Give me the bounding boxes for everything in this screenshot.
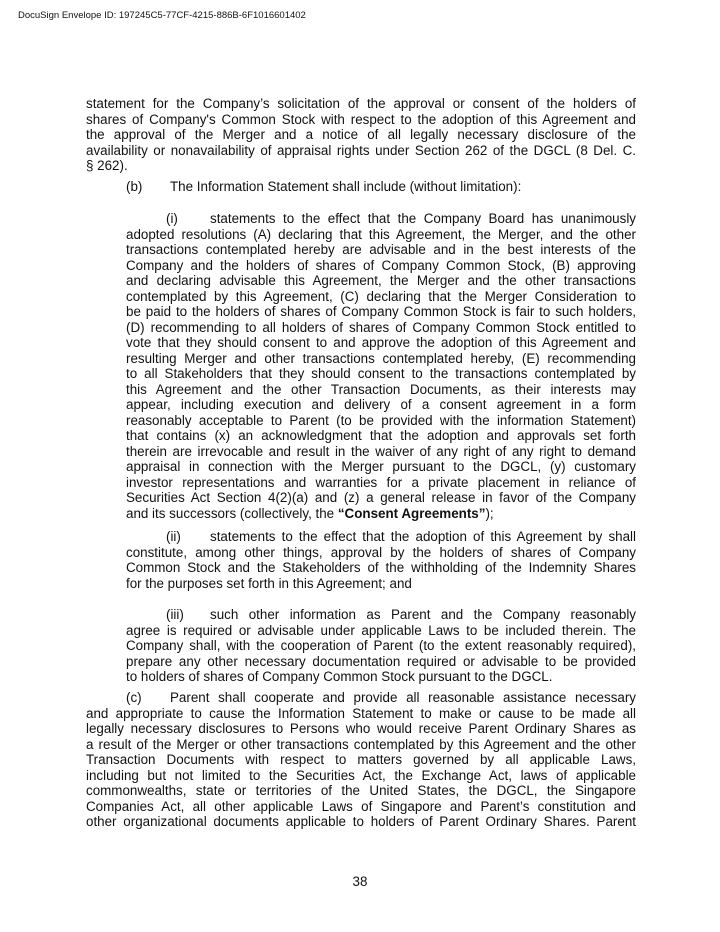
paragraph-line: shares of Company's Common Stock with respect to the adoption of this Agreement and [86,111,636,127]
paragraph-line: commonwealths, state or territories of the United States, the DGCL, the Singapore [86,783,636,798]
paragraph-line: a result of the Merger or other transactions contemplated by this Agreement and the other [86,736,636,752]
paragraph-line: including but not limited to the Securities Act, the Exchange Act, laws of applicable [86,767,636,783]
enumeration-label: (c) [126,690,142,705]
paragraph-line: § 262). [86,158,128,173]
paragraph-line: Companies Act, all other applicable Laws of Singapore and Parent’s constitution and [86,798,636,814]
item-iii-first-line [166,607,636,623]
paragraph-line: Transaction Documents with respect to matters governed by all applicable Laws, [86,752,636,767]
paragraph-line: and appropriate to cause the Information Statement to make or cause to be made all [86,705,636,721]
paragraph-line: other organizational documents applicable to holders of Parent Ordinary Shares. Parent [86,814,636,829]
paragraph-line: availability or nonavailability of appraisal rights under Section 262 of the DGCL (8 Del. C. [86,142,636,158]
enumeration-label: (ii) [166,529,181,544]
paragraph-line: Company and the holders of shares of Company Common Stock, (B) approving [126,257,636,273]
paragraph-line: vote that they should consent to and approve the adoption of this Agreement and [126,335,636,350]
paragraph-line: transactions contemplated hereby are advisable and in the best interests of the [126,242,636,257]
section-b-heading [126,179,636,195]
paragraph-line: to all Stakeholders that they should consent to the transactions contemplated by [126,366,636,381]
line-text: Parent shall cooperate and provide all reasonable assistance necessary [170,690,636,705]
paragraph-line: be paid to the holders of shares of Company Common Stock is fair to such holders, [126,304,636,319]
paragraph-line: prepare any other necessary documentation required or advisable to be provided [126,653,636,669]
paragraph-line: reasonably acceptable to Parent (to be provided with the information Statement) [126,412,636,428]
line-text: statements to the effect that the adoption of this Agreement by shall [210,529,636,544]
item-i-first-line [166,211,636,227]
paragraph-line: and declaring advisable this Agreement, the Merger and the other transactions [126,273,636,288]
paragraph-line: adopted resolutions (A) declaring that this Agreement, the Merger, and the other [126,226,636,242]
paragraph-line: that contains (x) an acknowledgment that the adoption and approvals set forth [126,428,636,443]
paragraph-line: constitute, among other things, approval by the holders of shares of Company [126,544,636,560]
line-text: statements to the effect that the Company Board has unanimously [210,211,636,226]
item-ii-first-line [166,529,636,545]
paragraph-line: agree is required or advisable under applicable Laws to be included therein. The [126,622,636,638]
paragraph-line: resulting Merger and other transactions contemplated hereby, (E) recommending [126,350,636,366]
paragraph-line: to holders of shares of Company Common Stock pursuant to the DGCL. [126,669,553,684]
paragraph-line: therein are irrevocable and result in the waiver of any right of any right to demand [126,443,636,459]
enumeration-label: (b) [126,179,143,194]
enumeration-label: (i) [166,211,178,226]
paragraph-line: investor representations and warranties for a private placement in reliance of [126,474,636,490]
page-number: 38 [352,874,368,889]
paragraph-line: this Agreement and the other Transaction Documents, as their interests may [126,381,636,397]
paragraph-line: (D) recommending to all holders of shares of Company Common Stock entitled to [126,319,636,335]
defined-term: “Consent Agreements” [337,505,486,521]
paragraph-line: and its successors (collectively, the “Consent Agreements”); [126,505,494,521]
envelope-id: DocuSign Envelope ID: 197245C5-77CF-4215-886B-6F1016601402 [18,10,306,21]
section-c-first-line [126,690,636,706]
line-text: such other information as Parent and the Company reasonably [210,607,636,622]
paragraph-line: the approval of the Merger and a notice of all legally necessary disclosure of the [86,127,636,142]
line-text: The Information Statement shall include (without limitation): [170,179,522,194]
paragraph-line: statement for the Company’s solicitation of the approval or consent of the holders of [86,96,636,111]
paragraph-line: legally necessary disclosures to Persons who would receive Parent Ordinary Shares as [86,721,636,736]
paragraph-line: for the purposes set forth in this Agreement; and [126,575,412,591]
enumeration-label: (iii) [166,607,184,622]
paragraph-line: contemplated by this Agreement, (C) declaring that the Merger Consideration to [126,288,636,304]
paragraph-line: Common Stock and the Stakeholders of the withholding of the Indemnity Shares [126,560,636,575]
paragraph-line: Securities Act Section 4(2)(a) and (z) a general release in favor of the Company [126,490,636,505]
paragraph-line: appear, including execution and delivery of a consent agreement in a form [126,397,636,412]
paragraph-line: appraisal in connection with the Merger pursuant to the DGCL, (y) customary [126,459,636,474]
paragraph-line: Company shall, with the cooperation of Parent (to the extent reasonably required), [126,638,636,653]
